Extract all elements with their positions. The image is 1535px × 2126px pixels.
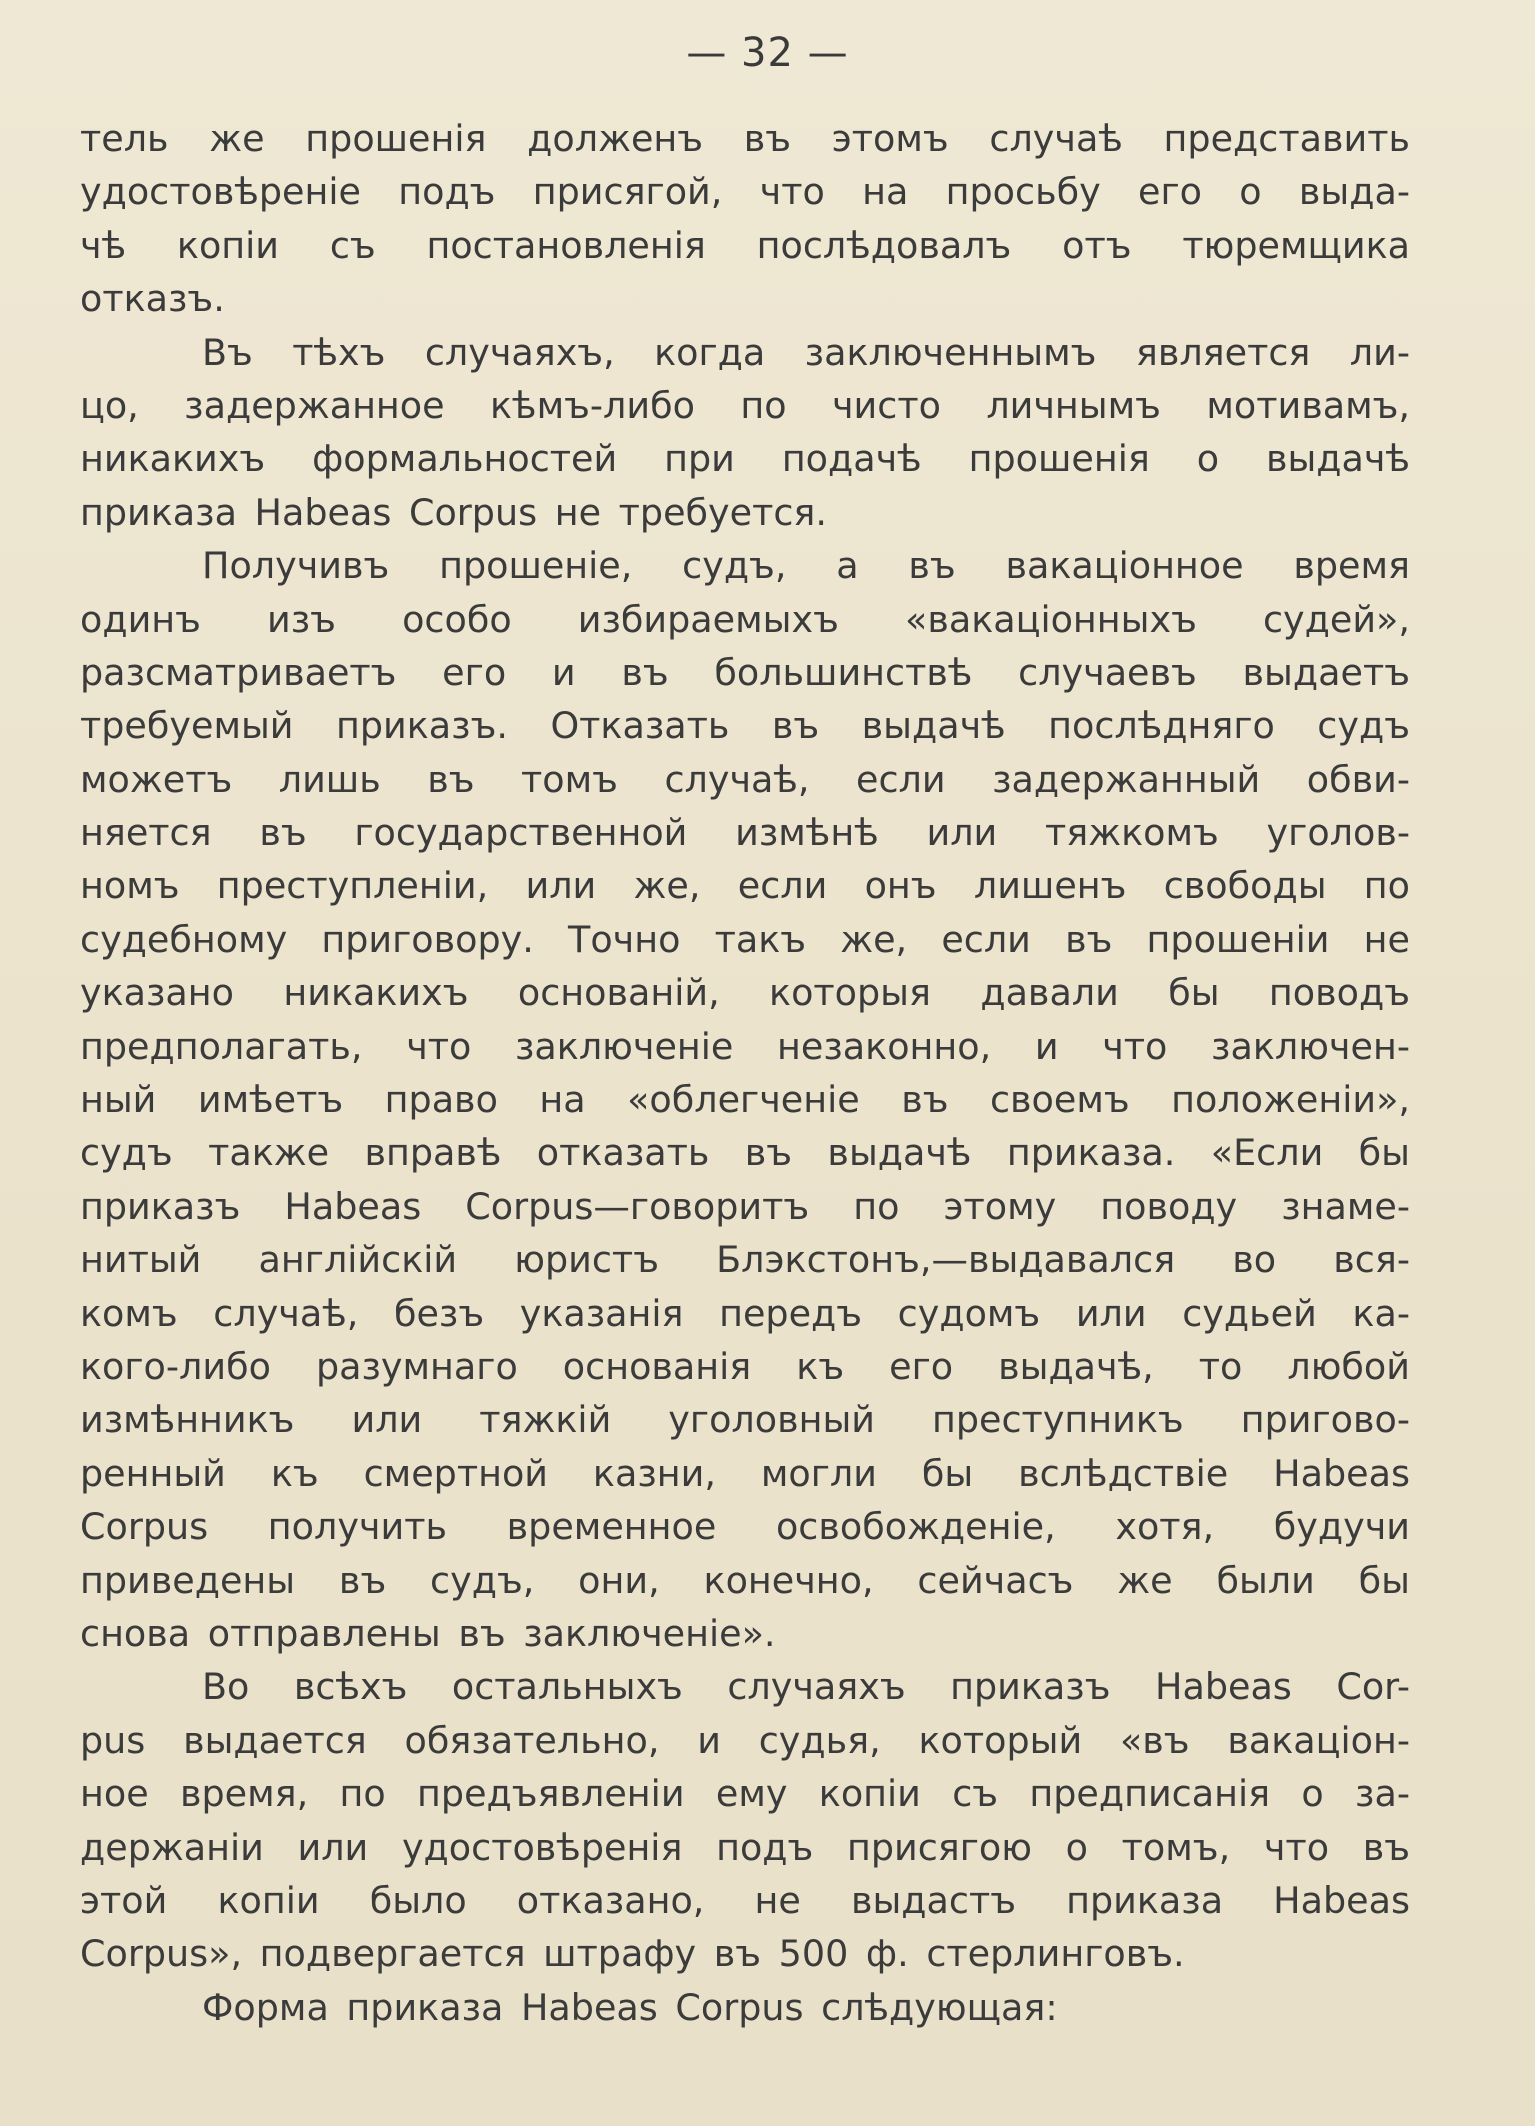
text-line: требуемый приказъ. Отказать въ выдачѣ послѣдняго судъ: [80, 704, 1410, 748]
text-line: кого-либо разумнаго основанія къ его выдачѣ, то любой: [80, 1344, 1410, 1388]
text-line: приказъ Habeas Corpus—говоритъ по этому поводу знаме-: [80, 1184, 1410, 1228]
text-line: удостовѣреніе подъ присягой, что на просьбу его о выда-: [80, 170, 1410, 214]
paragraph: [80, 1660, 1410, 1980]
text-line: Въ тѣхъ случаяхъ, когда заключеннымъ является ли-: [202, 330, 1410, 374]
text-line: ный имѣетъ право на «облегченіе въ своемъ положеніи»,: [80, 1078, 1410, 1122]
text-line: отказъ.: [80, 277, 225, 321]
text-line: снова отправлены въ заключеніе».: [80, 1611, 776, 1655]
text-line: Corpus получить временное освобожденіе, хотя, будучи: [80, 1505, 1410, 1549]
body-text: [80, 112, 1410, 2034]
paragraph: [80, 539, 1410, 1660]
text-line: измѣнникъ или тяжкій уголовный преступникъ пригово-: [80, 1398, 1410, 1442]
text-line: Форма приказа Habeas Corpus слѣдующая:: [202, 1985, 1058, 2029]
paragraph: [80, 1981, 1410, 2034]
text-line: никакихъ формальностей при подачѣ прошенія о выдачѣ: [80, 437, 1410, 481]
text-line: приказа Habeas Corpus не требуется.: [80, 490, 827, 534]
text-line: няется въ государственной измѣнѣ или тяжкомъ уголов-: [80, 811, 1410, 855]
text-line: ренный къ смертной казни, могли бы вслѣдствіе Habeas: [80, 1451, 1410, 1495]
text-line: предполагать, что заключеніе незаконно, и что заключен-: [80, 1024, 1410, 1068]
paragraph: [80, 326, 1410, 540]
text-line: указано никакихъ основаній, которыя давали бы поводъ: [80, 971, 1410, 1015]
text-line: разсматриваетъ его и въ большинствѣ случаевъ выдаетъ: [80, 650, 1410, 694]
text-line: чѣ копіи съ постановленія послѣдовалъ отъ тюремщика: [80, 223, 1410, 267]
text-line: судебному приговору. Точно такъ же, если въ прошеніи не: [80, 917, 1410, 961]
text-line: цо, задержанное кѣмъ-либо по чисто личнымъ мотивамъ,: [80, 383, 1410, 427]
text-line: приведены въ судъ, они, конечно, сейчасъ же были бы: [80, 1558, 1410, 1602]
text-line: судъ также вправѣ отказать въ выдачѣ приказа. «Если бы: [80, 1131, 1410, 1175]
text-line: комъ случаѣ, безъ указанія передъ судомъ или судьей ка-: [80, 1291, 1410, 1335]
text-line: этой копіи было отказано, не выдастъ приказа Habeas: [80, 1878, 1410, 1922]
text-line: держаніи или удостовѣренія подъ присягою о томъ, что въ: [80, 1825, 1410, 1869]
text-line: Corpus», подвергается штрафу въ 500 ф. стерлинговъ.: [80, 1932, 1185, 1976]
text-line: можетъ лишь въ томъ случаѣ, если задержанный обви-: [80, 757, 1410, 801]
text-line: одинъ изъ особо избираемыхъ «вакаціонныхъ судей»,: [80, 597, 1410, 641]
text-line: тель же прошенія долженъ въ этомъ случаѣ представить: [80, 117, 1410, 160]
text-line: Во всѣхъ остальныхъ случаяхъ приказъ Habeas Cor-: [202, 1665, 1410, 1709]
text-line: номъ преступленіи, или же, если онъ лишенъ свободы по: [80, 864, 1410, 908]
text-line: Получивъ прошеніе, судъ, а въ вакаціонное время: [202, 544, 1410, 588]
paragraph: [80, 112, 1410, 326]
page-number: — 32 —: [686, 30, 849, 76]
text-line: pus выдается обязательно, и судья, который «въ вакаціон-: [80, 1718, 1410, 1762]
text-line: ное время, по предъявленіи ему копіи съ предписанія о за-: [80, 1772, 1410, 1816]
text-line: нитый англійскій юристъ Блэкстонъ,—выдавался во вся-: [80, 1238, 1410, 1282]
